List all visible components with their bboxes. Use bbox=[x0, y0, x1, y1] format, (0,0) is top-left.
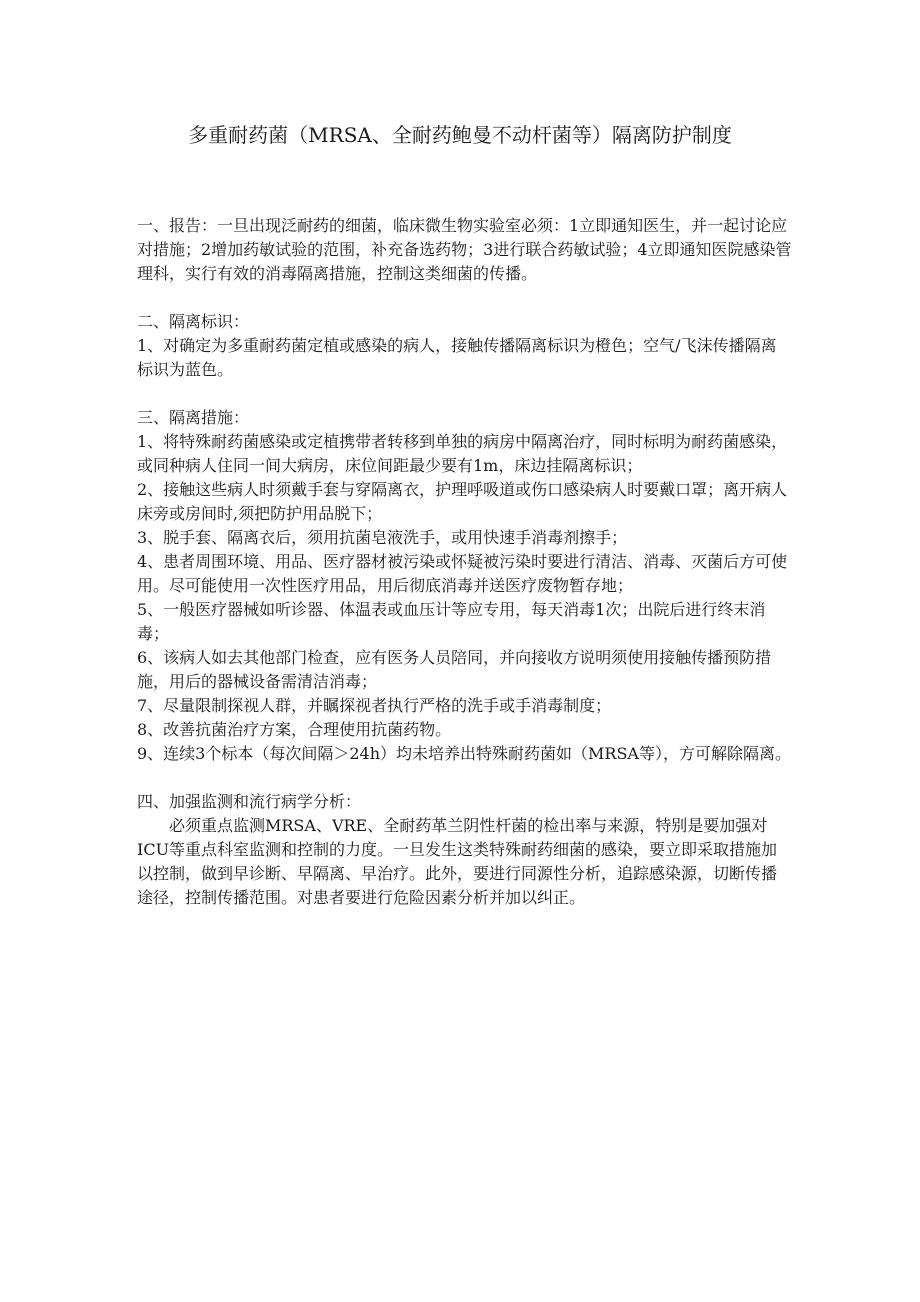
section-isolation-measures bbox=[137, 406, 792, 766]
section-paragraph: 必须重点监测MRSA、VRE、全耐药革兰阴性杆菌的检出率与来源，特别是要加强对ICU等重点科室监测和控制的力度。一旦发生这类特殊耐药细菌的感染，要立即采取措施加以控制，做到早诊断、早隔离、早治疗。此外，要进行同源性分析，追踪感染源，切断传播途径，控制传播范围。对患者要进行危险因素分析并加以纠正。 bbox=[137, 816, 778, 907]
list-item: 6、该病人如去其他部门检查，应有医务人员陪同，并向接收方说明须使用接触传播预防措施，用后的器械设备需清洁消毒； bbox=[137, 648, 772, 691]
list-item: 3、脱手套、隔离衣后，须用抗菌皂液洗手，或用快速手消毒剂擦手； bbox=[137, 528, 628, 547]
list-item: 9、连续3个标本（每次间隔＞24h）均未培养出特殊耐药菌如（MRSA等），方可解除隔离。 bbox=[137, 744, 791, 763]
list-item: 1、对确定为多重耐药菌定植或感染的病人，接触传播隔离标识为橙色；空气/飞沫传播隔离标识为蓝色。 bbox=[137, 336, 777, 379]
section-heading: 四、加强监测和流行病学分析： bbox=[137, 792, 362, 811]
list-item: 5、一般医疗器械如听诊器、体温表或血压计等应专用，每天消毒1次；出院后进行终末消毒； bbox=[137, 600, 766, 643]
document-body bbox=[137, 214, 792, 934]
section-heading: 三、隔离措施： bbox=[137, 408, 250, 427]
list-item: 1、将特殊耐药菌感染或定植携带者转移到单独的病房中隔离治疗，同时标明为耐药菌感染，或同种病人住同一间大病房，床位间距最少要有1m，床边挂隔离标识； bbox=[137, 432, 788, 475]
section-monitoring bbox=[137, 790, 792, 910]
section-report bbox=[137, 214, 792, 286]
list-item: 4、患者周围环境、用品、医疗器材被污染或怀疑被污染时要进行清洁、消毒、灭菌后方可使用。尽可能使用一次性医疗用品，用后彻底消毒并送医疗废物暂存地； bbox=[137, 552, 788, 595]
section-isolation-label bbox=[137, 310, 792, 382]
list-item: 2、接触这些病人时须戴手套与穿隔离衣，护理呼吸道或伤口感染病人时要戴口罩；离开病人床旁或房间时,须把防护用品脱下； bbox=[137, 480, 788, 523]
section-heading: 二、隔离标识： bbox=[137, 312, 250, 331]
document-title: 多重耐药菌（MRSA、全耐药鲍曼不动杆菌等）隔离防护制度 bbox=[188, 123, 732, 147]
list-item: 7、尽量限制探视人群，并瞩探视者执行严格的洗手或手消毒制度； bbox=[137, 696, 612, 715]
list-item: 8、改善抗菌治疗方案，合理使用抗菌药物。 bbox=[137, 720, 452, 739]
section-report-text: 一、报告：一旦出现泛耐药的细菌，临床微生物实验室必须：1立即通知医生，并一起讨论应对措施；2增加药敏试验的范围，补充备选药物；3进行联合药敏试验；4立即通知医院感染管理科，实行有效的消毒隔离措施，控制这类细菌的传播。 bbox=[137, 216, 792, 283]
